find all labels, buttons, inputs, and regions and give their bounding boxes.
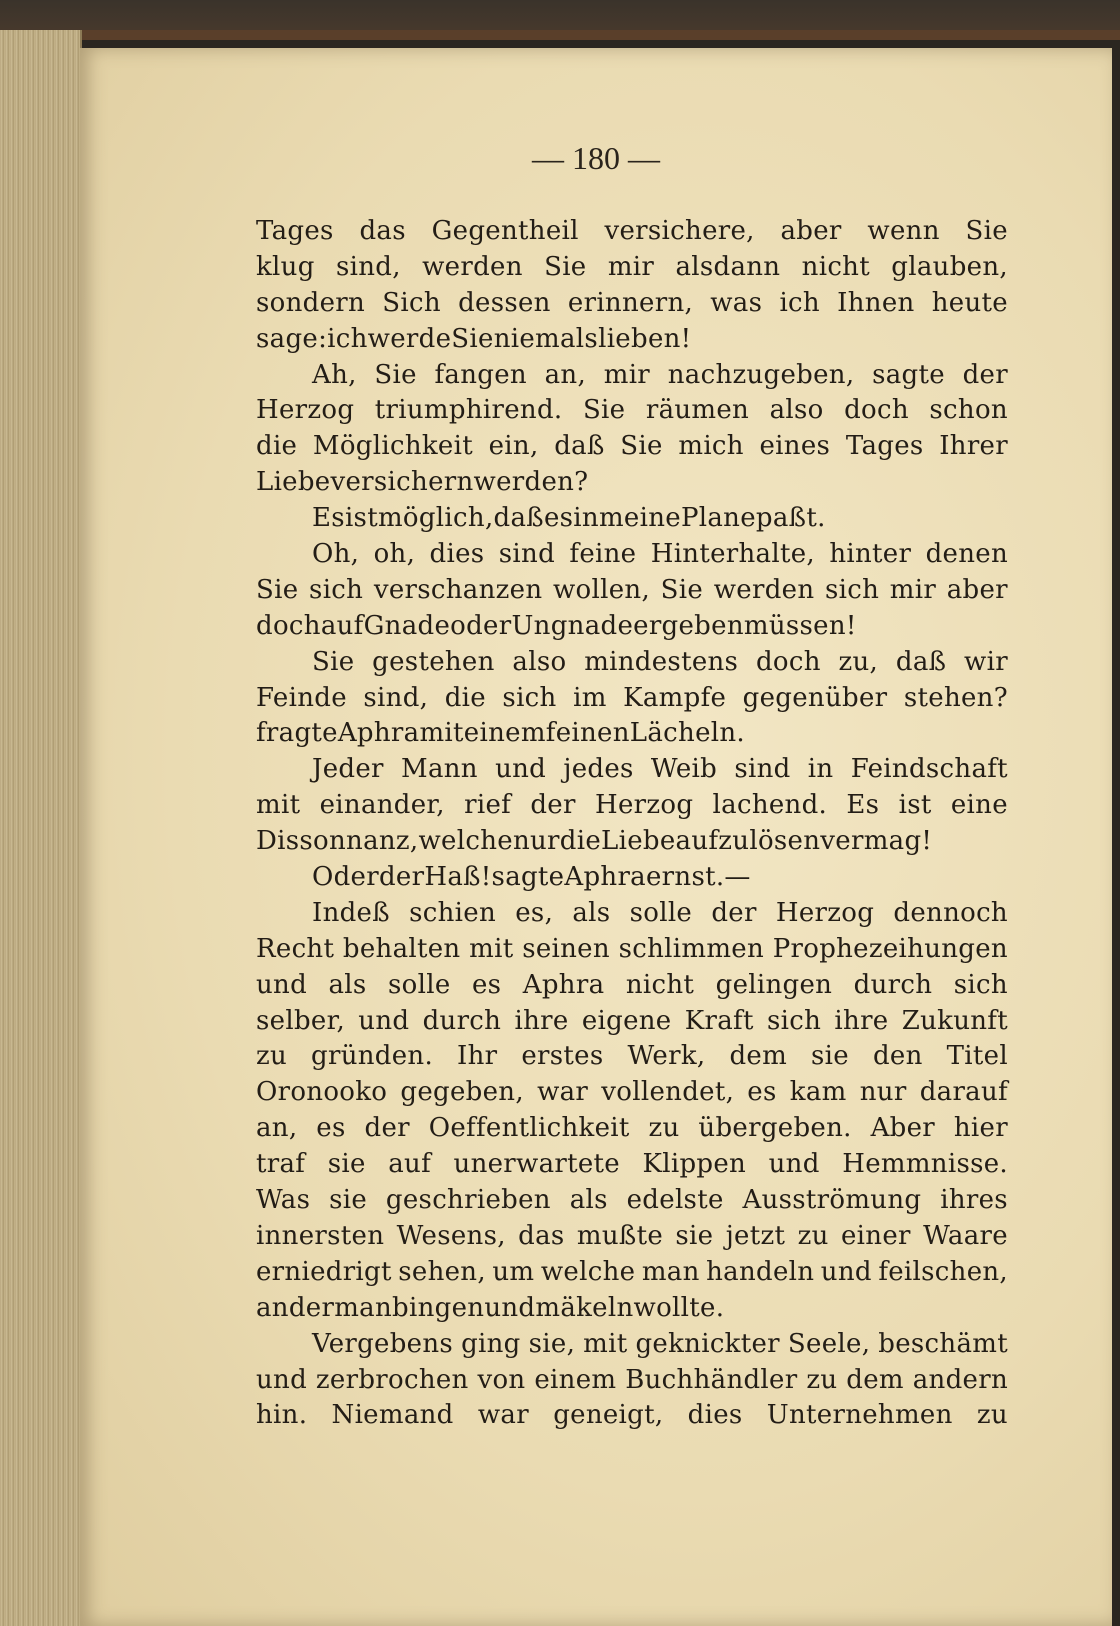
word: es: [747, 1077, 777, 1108]
word: geknickter: [635, 1328, 780, 1359]
word: Aphra: [337, 718, 420, 749]
word: einem: [463, 718, 546, 749]
word: sagte: [491, 862, 565, 893]
word: nicht: [625, 969, 695, 1000]
word: zu: [256, 1041, 288, 1072]
word: innersten: [256, 1220, 385, 1251]
word: zu: [648, 1113, 680, 1144]
word: solle: [388, 969, 451, 1000]
word: auf: [320, 610, 364, 641]
word: sich: [309, 574, 364, 605]
word: mich: [678, 431, 744, 462]
text-line: [256, 1147, 1008, 1183]
word: und: [358, 1005, 410, 1036]
word: Werk,: [627, 1041, 706, 1072]
word: sich: [766, 1005, 822, 1036]
text-line: [256, 501, 1008, 537]
word: ernst.: [645, 862, 725, 893]
word: Gegentheil: [431, 216, 579, 246]
word: Indeß: [312, 897, 390, 928]
word: Sie: [582, 395, 626, 426]
word: sage:: [256, 323, 328, 354]
text-line: [256, 358, 1008, 394]
word: sind: [498, 539, 556, 570]
word: rief: [464, 790, 512, 821]
word: mußte: [576, 1220, 664, 1251]
word: verschanzen: [373, 574, 543, 605]
word: mir: [607, 251, 655, 282]
word: Hemmnisse.: [842, 1149, 1008, 1180]
word: einander,: [319, 790, 445, 821]
word: das: [518, 1220, 565, 1251]
word: durch: [853, 969, 933, 1000]
word: Sie: [965, 216, 1008, 246]
text-line: [256, 1004, 1008, 1040]
word: auf: [388, 1149, 431, 1180]
word: Feinde: [256, 682, 347, 713]
word: sondern: [256, 287, 366, 318]
text-line: [256, 286, 1008, 322]
word: ist: [344, 503, 378, 534]
word: aufzulösen: [675, 826, 821, 857]
word: Ausströmung: [742, 1185, 922, 1216]
word: doch: [256, 610, 321, 641]
word: Ah,: [312, 359, 357, 390]
word: Zukunft: [901, 1005, 1008, 1036]
text-line: [256, 322, 1008, 358]
word: Weib: [650, 754, 718, 785]
word: zu,: [838, 646, 879, 677]
word: gegenüber: [742, 682, 888, 713]
word: sie: [327, 1149, 366, 1180]
word: Herzog: [256, 395, 355, 426]
word: jetzt: [725, 1220, 786, 1251]
word: klug: [256, 251, 315, 282]
word: als: [569, 1185, 608, 1216]
word: Sich: [382, 287, 441, 318]
word: doch: [844, 395, 909, 426]
word: übergeben.: [698, 1113, 852, 1144]
word: und: [495, 754, 547, 785]
word: kam: [789, 1077, 847, 1108]
word: also: [769, 395, 824, 426]
word: eines: [759, 431, 831, 462]
text-line: [256, 1111, 1008, 1147]
word: Aphra: [564, 862, 646, 893]
word: ist: [898, 790, 932, 821]
word: bingen: [392, 1292, 485, 1323]
text-line: [256, 1039, 1008, 1075]
text-line: [256, 429, 1008, 465]
word: Buchhändler: [625, 1364, 798, 1395]
word: andern: [912, 1364, 1008, 1395]
word: erstes: [521, 1041, 604, 1072]
text-line: [256, 752, 1008, 788]
word: mit: [583, 1328, 628, 1359]
word: Kraft: [684, 1005, 754, 1036]
word: man: [641, 1256, 700, 1287]
word: Lächeln.: [629, 718, 745, 749]
word: eigene: [581, 1005, 672, 1036]
word: selber,: [256, 1005, 346, 1036]
text-line: [256, 609, 1008, 645]
word: solle: [629, 897, 693, 928]
word: der: [378, 862, 425, 893]
word: behalten: [342, 933, 461, 964]
word: Prophezeihungen: [772, 933, 1008, 964]
word: war: [537, 1077, 589, 1108]
word: nachzugeben,: [667, 359, 855, 390]
word: Ihr: [457, 1041, 498, 1072]
word: Waare: [923, 1220, 1008, 1251]
word: mit: [419, 718, 464, 749]
word: lachend.: [712, 790, 828, 821]
word: sich: [953, 969, 1008, 1000]
word: schlimmen: [618, 933, 765, 964]
word: vollendet,: [601, 1077, 735, 1108]
word: Plane: [680, 503, 756, 534]
word: der: [711, 897, 757, 928]
word: die: [444, 682, 486, 713]
word: Sie: [312, 646, 355, 677]
text-line: [256, 968, 1008, 1004]
word: eine: [950, 790, 1008, 821]
word: Liebe: [601, 826, 676, 857]
word: fangen: [434, 359, 527, 390]
text-line: [256, 250, 1008, 286]
word: was: [710, 287, 763, 318]
word: schien: [409, 897, 497, 928]
word: oder: [450, 610, 512, 641]
word: räumen: [645, 395, 750, 426]
word: Oeffentlichkeit: [428, 1113, 630, 1144]
text-line: [256, 573, 1008, 609]
word: die: [256, 431, 298, 462]
word: im: [573, 682, 607, 713]
word: aber: [780, 216, 842, 246]
word: Aphra: [522, 969, 605, 1000]
text-line: [256, 1327, 1008, 1363]
word: gegeben,: [400, 1077, 524, 1108]
word: in: [573, 503, 599, 534]
text-line: [256, 860, 1008, 896]
word: sie: [675, 1220, 714, 1251]
text-line: [256, 681, 1008, 717]
word: vermag!: [820, 826, 933, 857]
word: sagte: [872, 359, 945, 390]
text-line: [256, 214, 1008, 250]
word: Haß!: [424, 862, 492, 893]
text-line: [256, 1075, 1008, 1111]
word: ein,: [488, 431, 539, 462]
word: fragte: [256, 718, 338, 749]
word: und: [484, 1292, 536, 1323]
word: Hinterhalte,: [650, 539, 815, 570]
text-line: [256, 1183, 1008, 1219]
word: dem: [729, 1041, 788, 1072]
word: Vergebens: [312, 1328, 454, 1359]
word: an,: [256, 1113, 298, 1144]
word: Es: [846, 790, 880, 821]
text-line: [256, 1363, 1008, 1399]
word: sie: [811, 1041, 849, 1072]
word: der: [288, 1292, 335, 1323]
word: man: [334, 1292, 393, 1323]
word: es: [316, 1113, 346, 1144]
word: war: [477, 1400, 529, 1431]
word: als: [328, 969, 367, 1000]
word: feilschen,: [878, 1256, 1008, 1287]
word: Seele,: [787, 1328, 871, 1359]
word: mir: [889, 574, 937, 605]
word: wollte.: [633, 1292, 725, 1323]
word: daß: [554, 431, 605, 462]
word: Niemand: [331, 1400, 454, 1431]
word: der: [364, 1113, 410, 1144]
text-line: [256, 537, 1008, 573]
word: seinen: [522, 933, 610, 964]
word: ihres: [940, 1185, 1008, 1216]
word: mit: [469, 933, 514, 964]
word: darauf: [919, 1077, 1008, 1108]
word: wir: [964, 646, 1008, 677]
text-line: [256, 1398, 1008, 1434]
word: feine: [569, 539, 637, 570]
word: Titel: [946, 1041, 1008, 1072]
word: ergeben: [633, 610, 744, 641]
word: gelingen: [715, 969, 833, 1000]
word: Sie: [374, 359, 417, 390]
word: welche: [540, 1256, 636, 1287]
word: ihre: [834, 1005, 889, 1036]
word: paßt.: [755, 503, 826, 534]
word: sind,: [363, 682, 429, 713]
word: Dissonnanz,: [256, 826, 419, 857]
word: unerwartete: [453, 1149, 620, 1180]
word: werde: [367, 323, 452, 354]
text-line: [256, 1255, 1008, 1291]
word: sind,: [335, 251, 401, 282]
word: es: [543, 503, 574, 534]
word: geschrieben: [385, 1185, 551, 1216]
word: aber: [946, 574, 1008, 605]
word: welche: [418, 826, 513, 857]
word: Oronooko: [256, 1077, 388, 1108]
text-line: [256, 788, 1008, 824]
text-line: [256, 645, 1008, 681]
text-line: [256, 1291, 1008, 1327]
word: einer: [841, 1220, 911, 1251]
word: Gnade: [363, 610, 451, 641]
word: beschämt: [878, 1328, 1008, 1359]
word: mit: [256, 790, 301, 821]
word: Sie: [660, 574, 704, 605]
word: Herzog: [775, 897, 875, 928]
word: gründen.: [311, 1041, 434, 1072]
word: triumphirend.: [374, 395, 563, 426]
word: sich: [502, 682, 557, 713]
word: oh,: [373, 539, 416, 570]
book-cover-edge: [0, 0, 1120, 40]
page-stack-edge: [0, 30, 82, 1626]
text-line: [256, 393, 1008, 429]
word: nur: [859, 1077, 907, 1108]
word: traf: [256, 1149, 306, 1180]
word: Es: [312, 503, 345, 534]
text-line: [256, 932, 1008, 968]
word: hier: [953, 1113, 1008, 1144]
word: Was: [256, 1185, 311, 1216]
word: werden?: [473, 467, 589, 498]
text-line: [256, 716, 1008, 752]
word: es: [471, 969, 502, 1000]
word: sind: [734, 754, 791, 785]
word: ich: [779, 287, 820, 318]
word: alsdann: [675, 251, 781, 282]
word: sie,: [528, 1328, 576, 1359]
word: mir: [603, 359, 651, 390]
word: niemals: [493, 323, 599, 354]
word: Liebe: [256, 467, 331, 498]
word: Ihrer: [939, 431, 1008, 462]
word: nicht: [801, 251, 870, 282]
word: Tages: [256, 216, 334, 246]
word: Herzog: [594, 790, 694, 821]
page: [80, 48, 1112, 1626]
word: erniedrigt: [256, 1256, 392, 1287]
word: denen: [925, 539, 1008, 570]
word: ich: [327, 323, 368, 354]
word: Kampfe: [623, 682, 727, 713]
word: dennoch: [893, 897, 1008, 928]
word: werden: [713, 574, 815, 605]
word: mäkeln: [535, 1292, 634, 1323]
word: meine: [598, 503, 681, 534]
word: hin.: [256, 1400, 308, 1431]
word: feinen: [545, 718, 630, 749]
word: den: [872, 1041, 923, 1072]
word: mindestens: [584, 646, 739, 677]
word: Unternehmen: [766, 1400, 953, 1431]
word: als: [572, 897, 611, 928]
word: schon: [929, 395, 1008, 426]
word: wenn: [867, 216, 940, 246]
word: und: [768, 1149, 820, 1180]
word: möglich,: [377, 503, 494, 534]
word: sie: [329, 1185, 368, 1216]
word: durch: [422, 1005, 502, 1036]
word: daß: [895, 646, 947, 677]
word: Feindschaft: [850, 754, 1008, 785]
word: heute: [931, 287, 1008, 318]
word: sehen,: [398, 1256, 486, 1287]
word: daß: [493, 503, 544, 534]
word: einem: [534, 1364, 617, 1395]
word: edelste: [626, 1185, 724, 1216]
word: Möglichkeit: [312, 431, 473, 462]
word: Oh,: [312, 539, 360, 570]
text-line: [256, 896, 1008, 932]
word: jedes: [563, 754, 634, 785]
word: dies: [687, 1400, 743, 1431]
word: Sie: [256, 574, 299, 605]
word: zerbrochen: [315, 1364, 469, 1395]
word: ihre: [514, 1005, 569, 1036]
page-number: — 180 —: [532, 140, 660, 176]
word: Oder: [312, 862, 379, 893]
body-text: [256, 214, 1008, 1434]
word: zu: [976, 1400, 1008, 1431]
word: Ungnade: [511, 610, 634, 641]
word: es,: [515, 897, 554, 928]
word: stehen?: [903, 682, 1008, 713]
word: gestehen: [372, 646, 495, 677]
word: sich: [825, 574, 880, 605]
word: von: [477, 1364, 526, 1395]
word: glauben,: [891, 251, 1008, 282]
word: Jeder: [312, 754, 384, 785]
word: also: [512, 646, 567, 677]
text-line: [256, 1219, 1008, 1255]
word: versichern: [330, 467, 474, 498]
word: der: [962, 359, 1008, 390]
word: versichere,: [604, 216, 755, 246]
text-line: [256, 465, 1008, 501]
word: Tages: [845, 431, 924, 462]
word: zu: [806, 1364, 838, 1395]
word: dem: [846, 1364, 904, 1395]
word: Sie: [451, 323, 494, 354]
word: in: [807, 754, 834, 785]
word: an,: [544, 359, 587, 390]
word: der: [530, 790, 576, 821]
word: geneigt,: [553, 1400, 664, 1431]
word: dies: [429, 539, 485, 570]
word: und: [256, 969, 308, 1000]
word: Ihnen: [837, 287, 915, 318]
word: nur: [512, 826, 560, 857]
word: ging: [461, 1328, 521, 1359]
word: werden: [422, 251, 523, 282]
word: die: [559, 826, 602, 857]
word: —: [724, 862, 751, 893]
text-line: [256, 824, 1008, 860]
word: müssen!: [743, 610, 857, 641]
word: hinter: [829, 539, 912, 570]
word: doch: [755, 646, 821, 677]
word: und: [820, 1256, 872, 1287]
word: zu: [797, 1220, 829, 1251]
word: Sie: [620, 431, 663, 462]
word: dessen: [458, 287, 551, 318]
word: Wesens,: [396, 1220, 506, 1251]
word: Mann: [401, 754, 478, 785]
word: Aber: [870, 1113, 936, 1144]
word: und: [256, 1364, 308, 1395]
word: Recht: [256, 933, 335, 964]
word: handeln: [706, 1256, 815, 1287]
word: erinnern,: [567, 287, 694, 318]
word: Klippen: [642, 1149, 747, 1180]
word: an: [256, 1292, 289, 1323]
word: um: [492, 1256, 535, 1287]
word: Sie: [544, 251, 587, 282]
word: wollen,: [553, 574, 651, 605]
word: das: [359, 216, 406, 246]
word: lieben!: [598, 323, 692, 354]
